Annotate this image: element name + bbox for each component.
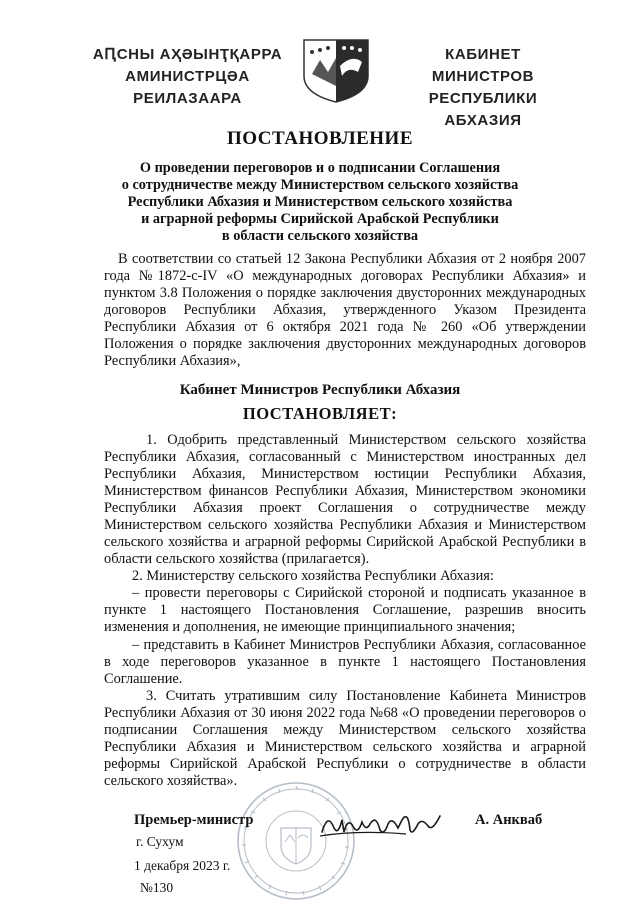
document-number: №130	[140, 880, 174, 895]
header-right-line1: КАБИНЕТ МИНИСТРОВ	[431, 46, 535, 85]
item-3-paragraph: 3. Считать утратившим силу Постановление Кабинета Министров Республики Абхазия от 30 июня 2022 года №68 «О проведении переговоров о подписании Соглашения между Министерством сельского хозяйства Республики Абхазия и Министерством сельского хозяйства и аграрной реформы Сирийской Арабской Республики о сотрудничестве в области сельского хозяйства».	[104, 688, 586, 789]
issue-date: 1 декабря 2023 г.	[134, 858, 231, 873]
header-right-line2: РЕСПУБЛИКИ АБХАЗИЯ	[428, 90, 538, 129]
subject-line: о сотрудничестве между Министерством сельского хозяйства	[121, 177, 519, 193]
item-2b-paragraph: – представить в Кабинет Министров Республики Абхазия, согласованное в ходе переговоров указанное в пункте 1 настоящего Постановления Соглашение.	[104, 637, 586, 687]
item-2a-paragraph: – провести переговоры с Сирийской стороной и подписать указанное в пункте 1 настоящего Постановления Соглашение, разрешив вносить изменения и дополнения, не имеющие принципиального значения;	[104, 585, 586, 635]
header-left-line1: АԤСНЫ АҲӘЫНҬҚАРРА	[92, 46, 283, 63]
subject-line: в области сельского хозяйства	[221, 228, 419, 244]
signatory-name: А. Анкваб	[475, 812, 543, 828]
issue-place: г. Сухум	[136, 834, 184, 849]
header-left	[80, 44, 295, 110]
subject-line: и аграрной реформы Сирийской Арабской Республики	[141, 211, 499, 227]
item-2-paragraph: 2. Министерству сельского хозяйства Республики Абхазия:	[132, 568, 494, 584]
resolves-heading: ПОСТАНОВЛЯЕТ:	[242, 404, 398, 423]
coat-of-arms-emblem	[298, 36, 374, 104]
subject-line: О проведении переговоров и о подписании Соглашения	[139, 160, 501, 176]
header-right	[393, 44, 573, 132]
preamble-paragraph: В соответствии со статьей 12 Закона Республики Абхазия от 2 ноября 2007 года №1872-с-IV «О международных договорах Республики Абхазия» и пунктом 3.8 Положения о порядке заключения двусторонних международных договоров Республики Абхазия, утвержденного Указом Президента Республики Абхазия от 6 октября 2021 года № 260 «Об утверждении Положения о порядке заключения двусторонних международных договоров Республики Абхазия»,	[104, 251, 586, 369]
cabinet-heading: Кабинет Министров Республики Абхазия	[179, 382, 461, 398]
item-1-paragraph: 1. Одобрить представленный Министерством сельского хозяйства Республики Абхазия, согласованный с Министерством иностранных дел Республики Абхазия, Министерством юстиции Республики Абхазия, Министерством финансов Республики Абхазия, Министерством экономики Республики Абхазия проект Соглашения о сотрудничестве между Министерством сельского хозяйства Республики Абхазия и Министерством сельского хозяйства и аграрной реформы Сирийской Арабской Республики в области сельского хозяйства (прилагается).	[104, 432, 586, 567]
document-subject	[90, 160, 550, 245]
signatory-role: Премьер-министр	[134, 812, 254, 828]
handwritten-signature	[318, 806, 446, 842]
subject-line: Республики Абхазия и Министерством сельского хозяйства	[127, 194, 513, 210]
document-title: ПОСТАНОВЛЕНИЕ	[226, 128, 414, 149]
header-left-line2: АМИНИСТРЦӘА РЕИЛАЗААРА	[125, 68, 250, 107]
